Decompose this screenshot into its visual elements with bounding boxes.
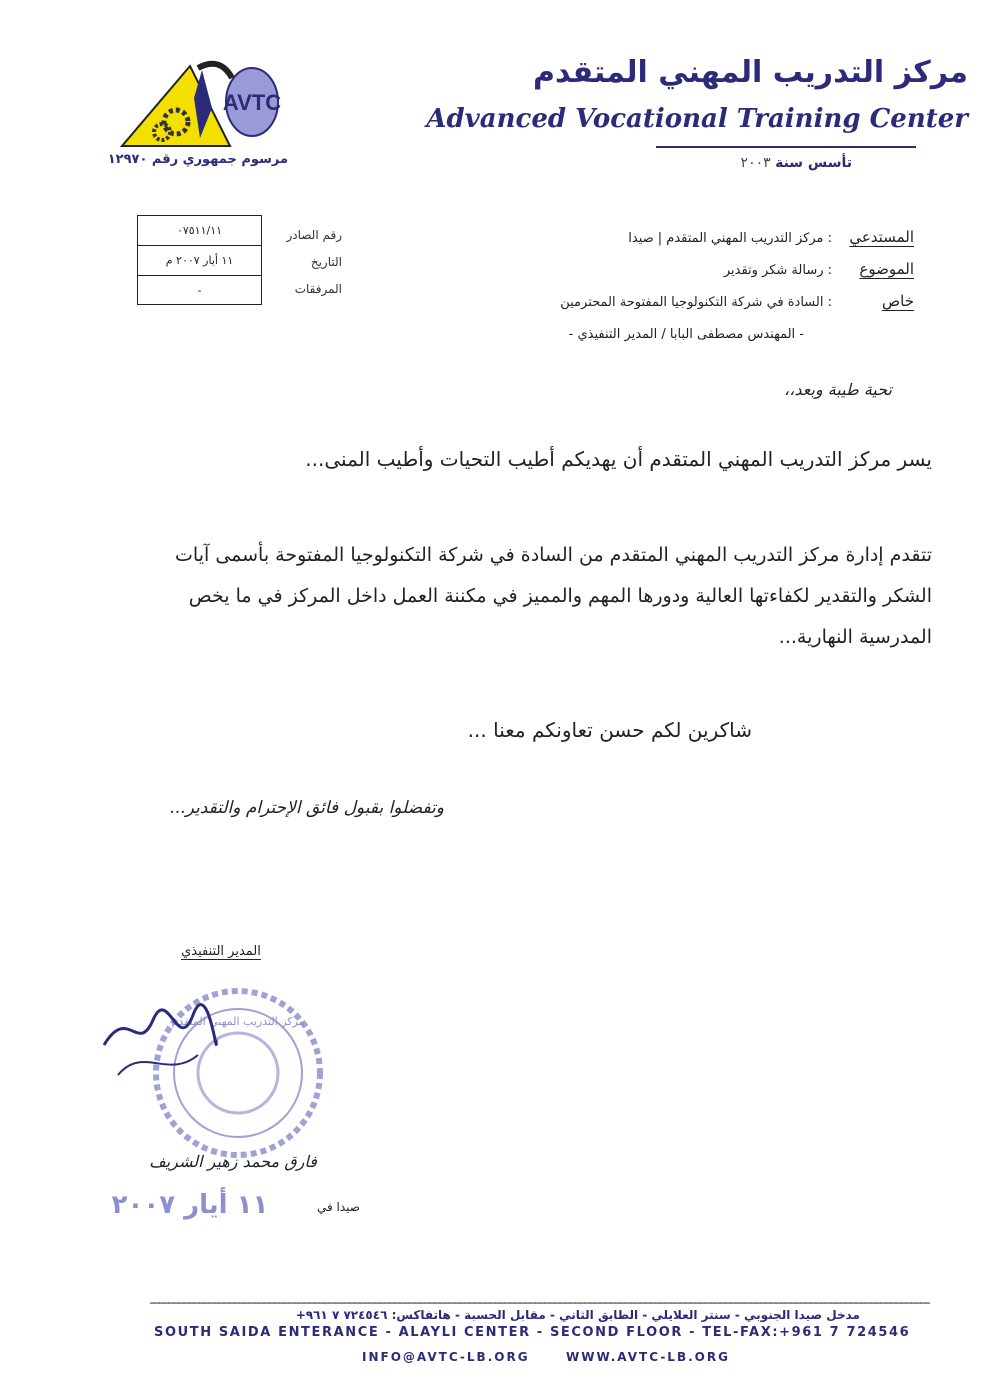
sender-row <box>444 214 914 246</box>
address-block <box>444 214 914 342</box>
outgoing-number-label: رقم الصادر <box>286 228 342 242</box>
place-label: صيدا في <box>317 1200 360 1214</box>
private-row <box>444 278 914 310</box>
signatory-name: فارق محمد زهير الشريف <box>149 1152 317 1171</box>
sender-label: المستدعي <box>849 228 914 246</box>
organization-title-english: Advanced Vocational Training Center <box>426 104 968 134</box>
attention-line: - المهندس مصطفى البابا / المدير التنفيذي - <box>568 327 804 342</box>
closing-line: وتفضلوا بقبول فائق الإحترام والتقدير... <box>169 798 444 818</box>
private-value: : السادة في شركة التكنولوجيا المفتوحة المحترمين <box>560 295 832 310</box>
footer-address-arabic: مدخل صيدا الجنوبي - سنتر العلايلي - الطابق الثاني - مقابل الحسبة - هاتفاكس: ٧٢٤٥٤٦ ٧ ٩٦١+ <box>295 1308 860 1322</box>
signatory-role: المدير التنفيذي <box>181 944 261 959</box>
attention-row <box>444 310 914 342</box>
title-underline <box>656 146 916 148</box>
main-paragraph: تتقدم إدارة مركز التدريب المهني المتقدم من السادة في شركة التكنولوجيا المفتوحة بأسمى آيات الشكر والتقدير لكفاءتها العالية ودورها المهم والمميز في مكننة العمل داخل المركز في ما يخص المدرسية النهارية... <box>175 544 932 648</box>
organization-title-arabic: مركز التدريب المهني المتقدم <box>533 55 968 90</box>
established-year: ٢٠٠٣ <box>740 155 771 171</box>
stamp-text: مركز التدريب المهني المتقدم <box>171 1015 305 1028</box>
subject-label: الموضوع <box>859 260 914 278</box>
attachments-value: - <box>197 284 202 297</box>
date-label: التاريخ <box>310 255 342 269</box>
footer-address-english: SOUTH SAIDA ENTERANCE - ALAYLI CENTER - SECOND FLOOR - TEL-FAX:+961 7 724546 <box>154 1325 911 1340</box>
subject-row <box>444 246 914 278</box>
private-label: خاص <box>882 292 914 310</box>
greeting: تحية طيبة وبعد،، <box>784 380 892 399</box>
reference-labels <box>258 222 342 303</box>
subject-value: : رسالة شكر وتقدير <box>723 263 832 278</box>
attachments-label: المرفقات <box>294 282 342 296</box>
logo-text: AVTC <box>222 90 282 115</box>
sender-value: : مركز التدريب المهني المتقدم | صيدا <box>628 231 832 246</box>
date-value: ١١ أيار ٢٠٠٧ م <box>138 246 261 276</box>
outgoing-number-value: ٠٧٥١١/١١ <box>138 216 261 246</box>
thanks-line: شاكرين لكم حسن تعاونكم معنا ... <box>467 718 752 742</box>
official-stamp <box>98 985 328 1160</box>
footer-divider <box>150 1302 930 1304</box>
established-label: تأسس سنة <box>775 155 852 171</box>
reference-box <box>137 215 262 305</box>
footer-website-link[interactable]: WWW.AVTC-LB.ORG <box>566 1350 730 1364</box>
opening-paragraph: يسر مركز التدريب المهني المتقدم أن يهديكم أطيب التحيات وأطيب المنى... <box>305 447 932 471</box>
established-line <box>712 155 852 171</box>
stamped-date: ١١ أيار ٢٠٠٧ <box>111 1190 269 1220</box>
footer-email-link[interactable]: INFO@AVTC-LB.ORG <box>362 1350 530 1364</box>
presidential-decree: مرسوم جمهوري رقم ١٢٩٧٠ <box>107 152 288 167</box>
